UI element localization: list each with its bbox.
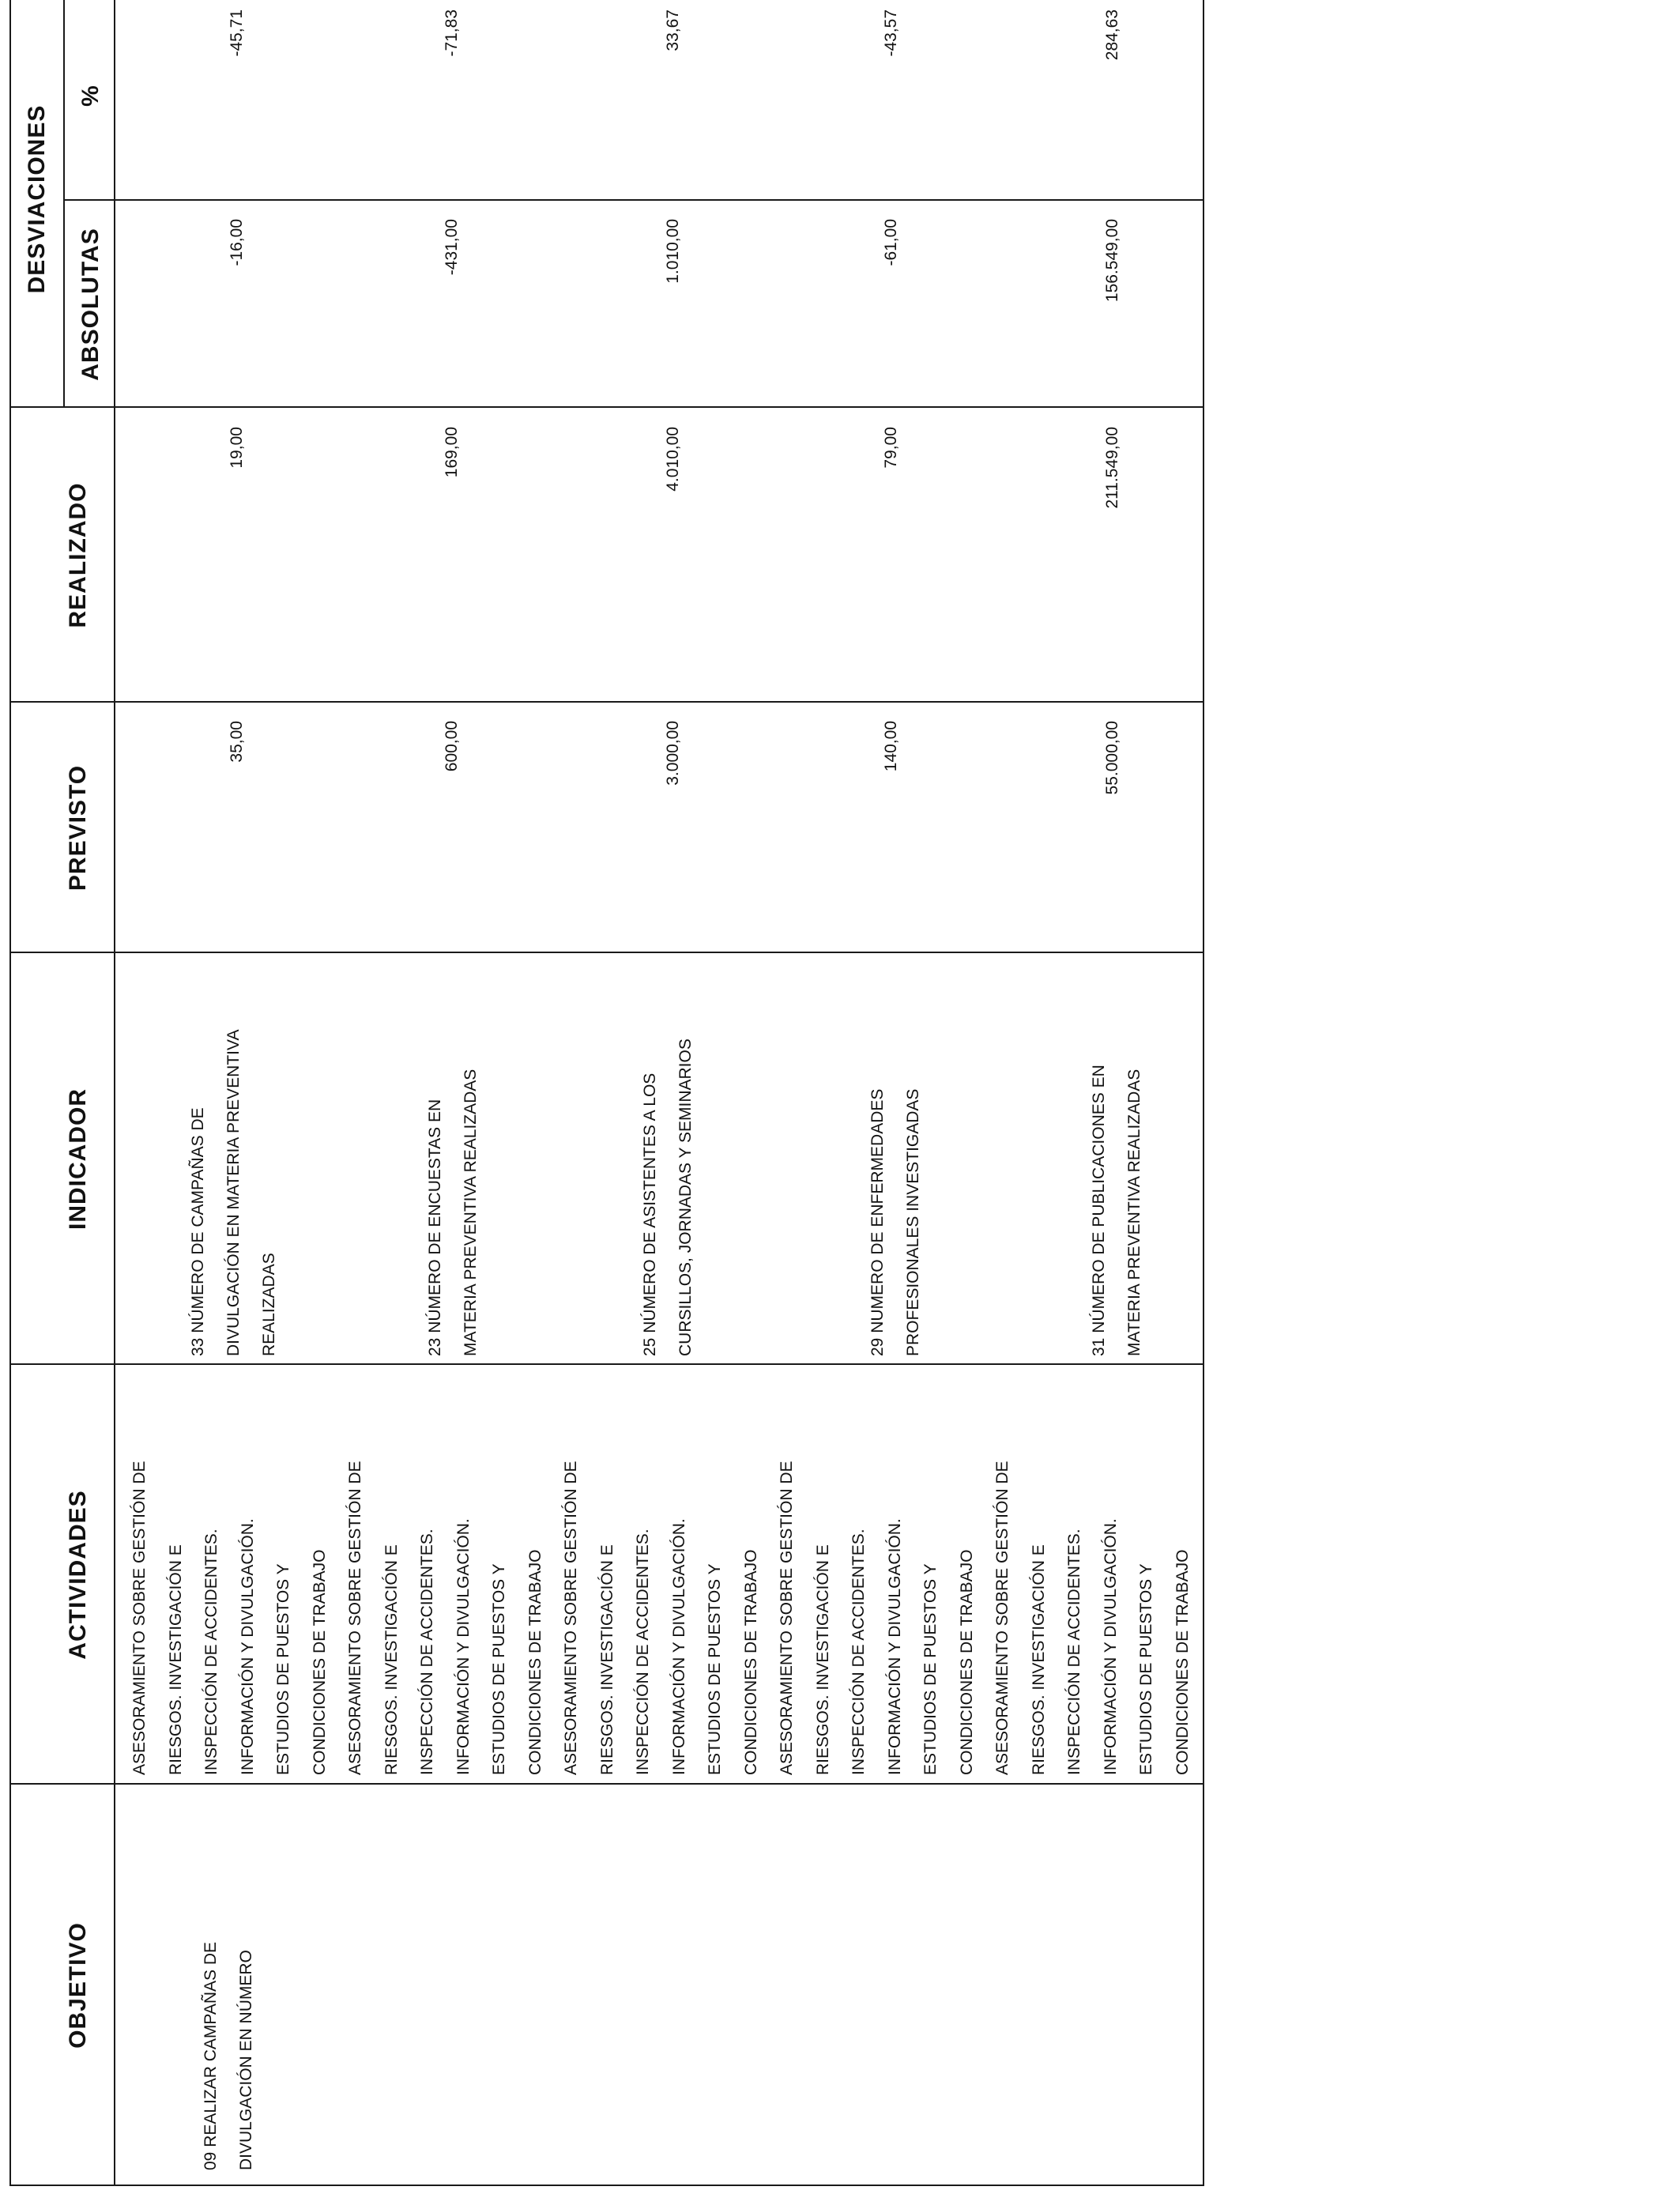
actividad-line: ESTUDIOS DE PUESTOS Y [706, 1563, 724, 1775]
indicador-line: REALIZADAS [260, 1253, 278, 1356]
actividad-line: ASESORAMIENTO SOBRE GESTIÓN DE [562, 1461, 580, 1775]
porcentaje-value: -71,83 [443, 9, 461, 57]
objetivo-text [193, 1942, 264, 2170]
actividad-line: RIESGOS. INVESTIGACIÓN E [382, 1544, 401, 1775]
actividad-line: CONDICIONES DE TRABAJO [310, 1549, 329, 1775]
actividad-line: INSPECCIÓN DE ACCIDENTES. [1065, 1529, 1083, 1775]
indicador-text [180, 1030, 287, 1356]
header-realizado: REALIZADO [65, 482, 91, 628]
objetivo-line: DIVULGACIÓN EN NÚMERO [237, 1950, 255, 2170]
actividad-line: INFORMACIÓN Y DIVULGACIÓN. [454, 1518, 473, 1775]
porcentaje-value: -45,71 [228, 9, 246, 57]
previsto-value: 600,00 [443, 721, 461, 772]
indicador-line: PROFESIONALES INVESTIGADAS [904, 1088, 922, 1356]
table-border-bottom [1203, 0, 1204, 2186]
actividad-line: ESTUDIOS DE PUESTOS Y [490, 1563, 508, 1775]
realizado-value: 19,00 [228, 427, 246, 469]
actividad-line: ESTUDIOS DE PUESTOS Y [274, 1563, 292, 1775]
actividad-line: CONDICIONES DE TRABAJO [1173, 1549, 1192, 1775]
porcentaje-value: -43,57 [882, 9, 900, 57]
actividad-line: INSPECCIÓN DE ACCIDENTES. [418, 1529, 436, 1775]
header-objetivo: OBJETIVO [65, 1922, 91, 2049]
objetivo-line: 09 REALIZAR CAMPAÑAS DE [202, 1941, 220, 2170]
col-divider-absolutas [63, 199, 1204, 201]
absolutas-value: -61,00 [882, 219, 900, 266]
absolutas-value: 156.549,00 [1103, 219, 1121, 303]
realizado-value: 169,00 [443, 427, 461, 478]
absolutas-value: -16,00 [228, 219, 246, 266]
results-table [9, 0, 1211, 2186]
indicador-line: 33 NÚMERO DE CAMPAÑAS DE [189, 1107, 207, 1356]
previsto-value: 3.000,00 [664, 721, 682, 786]
indicador-line: 29 NUMERO DE ENFERMEDADES [868, 1088, 887, 1356]
desviaciones-divider [63, 0, 65, 408]
actividad-line: ESTUDIOS DE PUESTOS Y [1137, 1563, 1155, 1775]
header-divider [114, 0, 115, 2186]
actividad-line: INSPECCIÓN DE ACCIDENTES. [634, 1529, 652, 1775]
indicador-line: 23 NÚMERO DE ENCUESTAS EN [426, 1099, 444, 1356]
actividades-text [122, 1461, 1200, 1775]
indicador-line: CURSILLOS, JORNADAS Y SEMINARIOS [676, 1039, 695, 1356]
header-desviaciones: DESVIACIONES [24, 104, 50, 294]
header-porcentaje: % [77, 85, 104, 107]
indicador-line: 25 NÚMERO DE ASISTENTES A LOS [641, 1072, 659, 1356]
header-absolutas: ABSOLUTAS [77, 228, 104, 381]
col-divider-previsto [9, 701, 1204, 703]
indicador-text [1081, 1065, 1152, 1356]
actividad-line: ASESORAMIENTO SOBRE GESTIÓN DE [993, 1461, 1011, 1775]
actividad-line: RIESGOS. INVESTIGACIÓN E [597, 1544, 616, 1775]
actividad-line: CONDICIONES DE TRABAJO [741, 1549, 760, 1775]
actividad-line: CONDICIONES DE TRABAJO [525, 1549, 544, 1775]
actividad-line: ASESORAMIENTO SOBRE GESTIÓN DE [346, 1461, 364, 1775]
porcentaje-value: 33,67 [664, 9, 682, 51]
porcentaje-value: 284,63 [1103, 9, 1121, 61]
actividad-line: ASESORAMIENTO SOBRE GESTIÓN DE [130, 1461, 149, 1775]
previsto-value: 35,00 [228, 721, 246, 763]
actividad-line: CONDICIONES DE TRABAJO [957, 1549, 976, 1775]
table-border-top [9, 0, 11, 2186]
actividad-line: RIESGOS. INVESTIGACIÓN E [1029, 1544, 1048, 1775]
indicador-line: MATERIA PREVENTIVA REALIZADAS [461, 1069, 480, 1356]
indicador-text [417, 1069, 488, 1356]
realizado-value: 79,00 [882, 427, 900, 469]
col-divider-objetivo [9, 1783, 1204, 1785]
actividad-line: RIESGOS. INVESTIGACIÓN E [813, 1544, 832, 1775]
actividad-line: ESTUDIOS DE PUESTOS Y [921, 1563, 940, 1775]
actividad-line: INSPECCIÓN DE ACCIDENTES. [202, 1529, 220, 1775]
header-previsto: PREVISTO [65, 764, 91, 892]
header-actividades: ACTIVIDADES [65, 1490, 91, 1660]
actividad-line: INFORMACIÓN Y DIVULGACIÓN. [885, 1518, 904, 1775]
col-divider-realizado [9, 406, 1204, 408]
indicador-text [860, 1089, 931, 1356]
previsto-value: 55.000,00 [1103, 721, 1121, 795]
table-border-left [9, 2185, 1204, 2186]
col-divider-actividades [9, 1363, 1204, 1365]
indicador-text [632, 1039, 703, 1356]
actividad-line: INSPECCIÓN DE ACCIDENTES. [849, 1529, 868, 1775]
absolutas-value: 1.010,00 [664, 219, 682, 284]
realizado-value: 211.549,00 [1103, 427, 1121, 509]
actividad-line: INFORMACIÓN Y DIVULGACIÓN. [669, 1518, 688, 1775]
actividad-line: INFORMACIÓN Y DIVULGACIÓN. [238, 1518, 257, 1775]
realizado-value: 4.010,00 [664, 427, 682, 492]
actividad-line: INFORMACIÓN Y DIVULGACIÓN. [1101, 1518, 1120, 1775]
indicador-line: 31 NÚMERO DE PUBLICACIONES EN [1090, 1065, 1108, 1356]
col-divider-indicador [9, 952, 1204, 953]
header-indicador: INDICADOR [65, 1088, 91, 1230]
indicador-line: MATERIA PREVENTIVA REALIZADAS [1125, 1069, 1143, 1356]
absolutas-value: -431,00 [443, 219, 461, 276]
indicador-line: DIVULGACIÓN EN MATERIA PREVENTIVA [224, 1029, 243, 1356]
actividad-line: ASESORAMIENTO SOBRE GESTIÓN DE [778, 1461, 796, 1775]
actividad-line: RIESGOS. INVESTIGACIÓN E [166, 1544, 185, 1775]
previsto-value: 140,00 [882, 721, 900, 772]
